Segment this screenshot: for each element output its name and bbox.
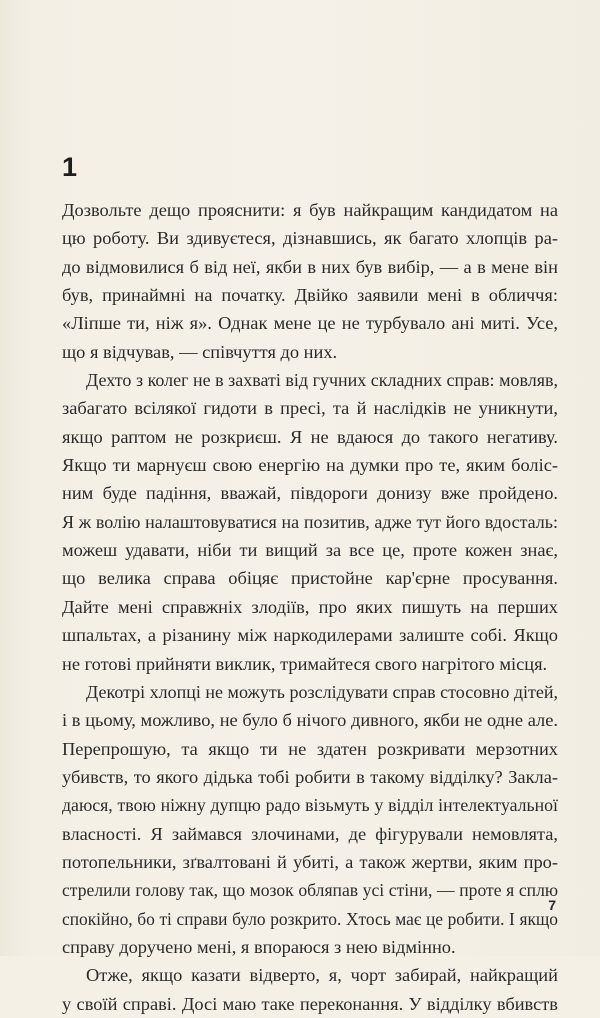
text-line: Дехто з колег не в захваті від гучних складних справ: мовляв, — [86, 370, 558, 391]
text-line: стрелили голову так, що мозок обляпав усі стіни, — проте я сплю — [62, 880, 558, 901]
text-line: Дозвольте дещо прояснити: я був найкращим кандидатом на — [62, 200, 558, 220]
text-line: Якщо ти марнуєш свою енергію на думки про те, яким боліс- — [62, 455, 558, 476]
text-line: Перепрошую, та якщо ти не здатен розкривати мерзотних — [62, 738, 558, 759]
text-line: не готові прийняти виклик, тримайтеся свого нагрітого місця. — [62, 653, 548, 674]
text-line: Дайте мені справжніх злодіїв, про яких пишуть на перших — [62, 596, 558, 617]
text-line: шпальтах, а різанину між наркодилерами залиште собі. Якщо — [62, 625, 558, 646]
body-text — [62, 196, 558, 1018]
text-line: Декотрі хлопці не можуть розслідувати справ стосовно дітей, — [86, 681, 558, 702]
text-line: потопельники, зґвалтовані й убиті, а також жертви, яким про- — [62, 851, 558, 872]
text-line: до відмовилися б від неї, якби в них був вибір, — а в мене він — [62, 256, 558, 277]
text-line: і в цьому, можливо, не було б нічого дивного, якби не одне але. — [62, 710, 558, 731]
text-line: Отже, якщо казати відверто, я, чорт забирай, найкращий — [86, 965, 558, 986]
text-line: справу доручено мені, я впораюся з нею відмінно. — [62, 936, 456, 957]
text-line: якщо раптом не розкриєш. Я не вдаюся до такого негативу. — [62, 426, 558, 447]
text-line: ним буде падіння, вважай, півдороги донизу вже пройдено. — [62, 483, 558, 504]
text-line: убивств, то якого дідька тобі робити в такому відділку? Закла- — [62, 766, 558, 787]
text-line: спокійно, бо ті справи було розкрито. Хтось має це робити. І якщо — [62, 908, 558, 929]
text-line: був, принаймні на початку. Двійко заявили мені в обличчя: — [62, 285, 558, 306]
text-line: можеш удавати, ніби ти вищий за все це, проте кожен знає, — [62, 540, 558, 561]
chapter-number: 1 — [62, 152, 78, 182]
text-line: що я відчував, — співчуття до них. — [62, 341, 338, 362]
text-line: забагато всілякої гидоти в пресі, та й наслідків не уникнути, — [62, 398, 558, 419]
text-line: Я ж волію налаштовуватися на позитив, адже тут його вдосталь: — [62, 511, 558, 532]
text-line: цю роботу. Ви здивуєтеся, дізнавшись, як багато хлопців ра- — [62, 228, 558, 249]
text-line: «Ліпше ти, ніж я». Однак мене це не турбувало ані миті. Усе, — [62, 313, 558, 334]
text-line: що велика справа обіцяє пристойне кар'єрне просування. — [62, 568, 558, 589]
text-line: у своїй справі. Досі маю таке переконання. У відділку вбивств — [62, 993, 558, 1014]
text-line: власності. Я займався злочинами, де фігурували немовлята, — [62, 823, 558, 844]
page-number: 7 — [548, 897, 556, 913]
text-line: даюся, твою ніжну дупцю радо візьмуть у відділ інтелектуальної — [62, 795, 558, 816]
